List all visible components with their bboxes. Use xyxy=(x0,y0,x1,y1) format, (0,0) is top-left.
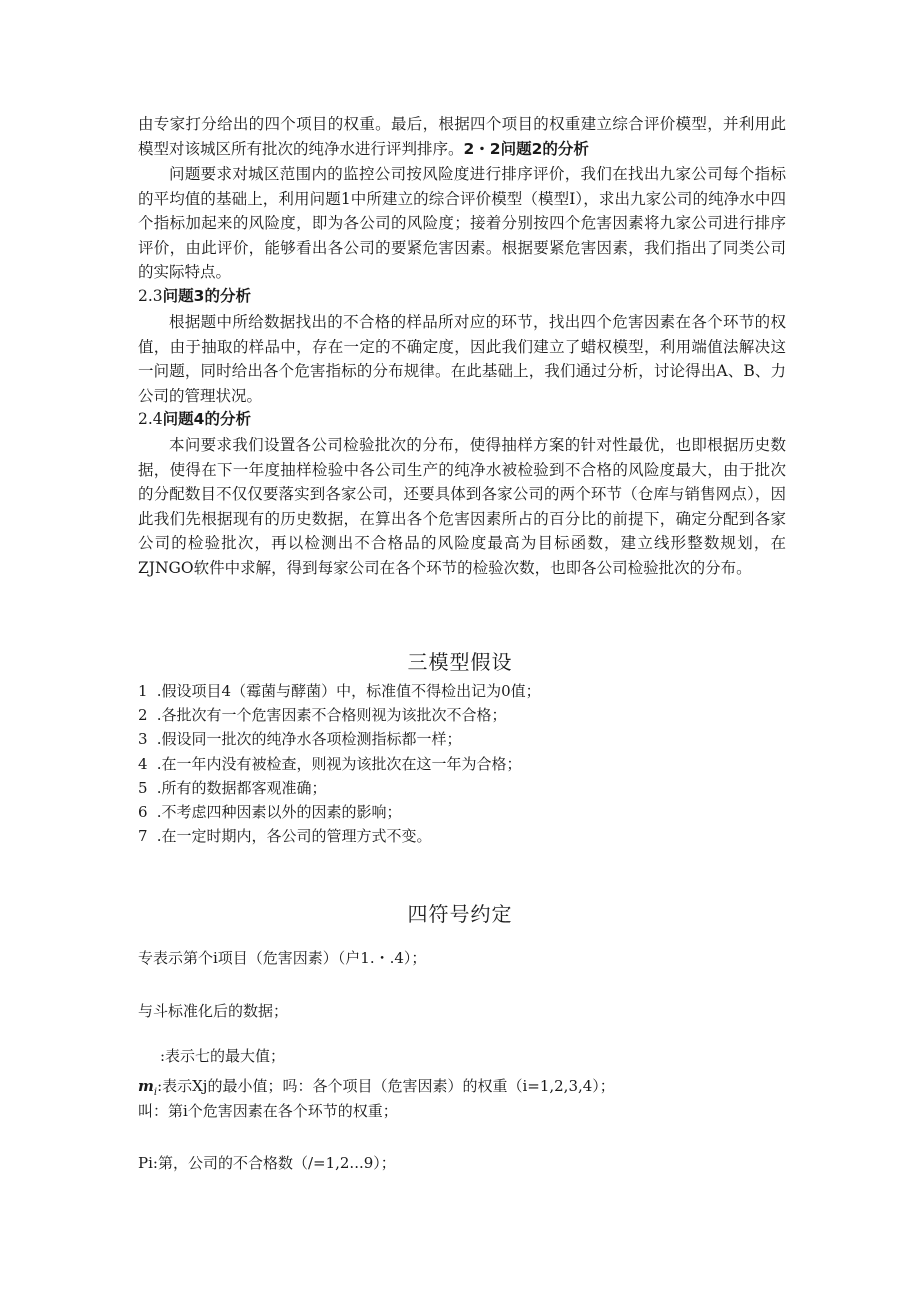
section-3-title: 三模型假设 xyxy=(407,650,513,674)
list-item: 2 .各批次有一个危害因素不合格则视为该批次不合格； xyxy=(138,706,507,725)
list-item: 6 .不考虑四种因素以外的因素的影响； xyxy=(138,803,402,822)
section-2-4-title: 问题4的分析 xyxy=(162,410,251,428)
list-item: 5 .所有的数据都客观准确； xyxy=(138,778,327,797)
intro-paragraph xyxy=(138,112,786,161)
section-2-3-number: 2.3 xyxy=(138,287,163,305)
problem3-text: 根据题中所给数据找出的不合格的样品所对应的环节，找出四个危害因素在各个环节的权值，由于抽取的样品中，存在一定的不确定度，因此我们建立了蜡权模型，利用端值法解决这一问题，同时给出各个危害指标的分布规律。在此基础上，我们通过分析，讨论得出A、B、力公司的管理状况。 xyxy=(138,313,786,405)
symbol-line-2: 与斗标准化后的数据； xyxy=(138,1002,289,1020)
section-2-4-number: 2.4 xyxy=(138,410,163,428)
symbol-line-6: Pi:第，公司的不合格数（/=1,2...9）； xyxy=(138,1154,396,1172)
section-2-4-heading xyxy=(138,407,251,431)
problem2-text: 问题要求对城区范围内的监控公司按风险度进行排序评价，我们在找出九家公司每个指标的平均值的基础上，利用问题1中所建立的综合评价模型（模型I），求出九家公司的纯净水中四个指标加起来的风险度，即为各公司的风险度；接着分别按四个危害因素将九家公司进行排序评价，由此评价，能够看出各公司的要紧危害因素。根据要紧危害因素，我们指出了同类公司的实际特点。 xyxy=(138,165,786,282)
symbol-line-4: $m_i$:表示Xj的最小值；吗：各个项目（危害因素）的权重（i=1,2,3,4）； xyxy=(138,1077,615,1098)
problem2-paragraph xyxy=(138,162,786,285)
section-2-3-heading xyxy=(138,284,251,308)
section-4-title: 四符号约定 xyxy=(407,902,513,926)
list-item: 1 .假设项目4（霉菌与酵菌）中，标准值不得检出记为0值； xyxy=(138,682,541,700)
intro-text: 由专家打分给出的四个项目的权重。最后，根据四个项目的权重建立综合评价模型，并利用此模型对该城区所有批次的纯净水进行评判排序。 xyxy=(138,115,786,158)
problem4-paragraph xyxy=(138,433,786,581)
symbol-m: m xyxy=(138,1077,154,1095)
problem3-paragraph xyxy=(138,310,786,408)
problem4-text: 本问要求我们设置各公司检验批次的分布，使得抽样方案的针对性最优，也即根据历史数据，使得在下一年度抽样检验中各公司生产的纯净水被检验到不合格的风险度最大，由于批次的分配数目不仅仅要落实到各家公司，还要具体到各家公司的两个环节（仓库与销售网点），因此我们先根据现有的历史数据，在算出各个危害因素所占的百分比的前提下，确定分配到各家公司的检验批次，再以检测出不合格品的风险度最高为目标函数，建立线形整数规划，在ZJNGO软件中求解，得到每家公司在各个环节的检验次数，也即各公司检验批次的分布。 xyxy=(138,436,786,577)
list-item: 4 .在一年内没有被检查，则视为该批次在这一年为合格； xyxy=(138,754,522,773)
symbol-line-3: :表示七的最大值； xyxy=(160,1047,286,1065)
symbol-line-1: 专表示第个i项目（危害因素）（户1.・.4）； xyxy=(138,949,427,967)
section-2-2-heading: 2・2问题2的分析 xyxy=(463,139,589,158)
section-2-3-title: 问题3的分析 xyxy=(162,287,251,305)
assumption-list xyxy=(138,679,541,848)
list-item: 3 .假设同一批次的纯净水各项检测指标都一样； xyxy=(138,730,462,749)
symbol-line-5: 叫：第i个危害因素在各个环节的权重； xyxy=(138,1102,398,1120)
symbol-m-subscript: i xyxy=(153,1087,158,1098)
list-item: 7 .在一定时期内，各公司的管理方式不变。 xyxy=(138,827,432,846)
